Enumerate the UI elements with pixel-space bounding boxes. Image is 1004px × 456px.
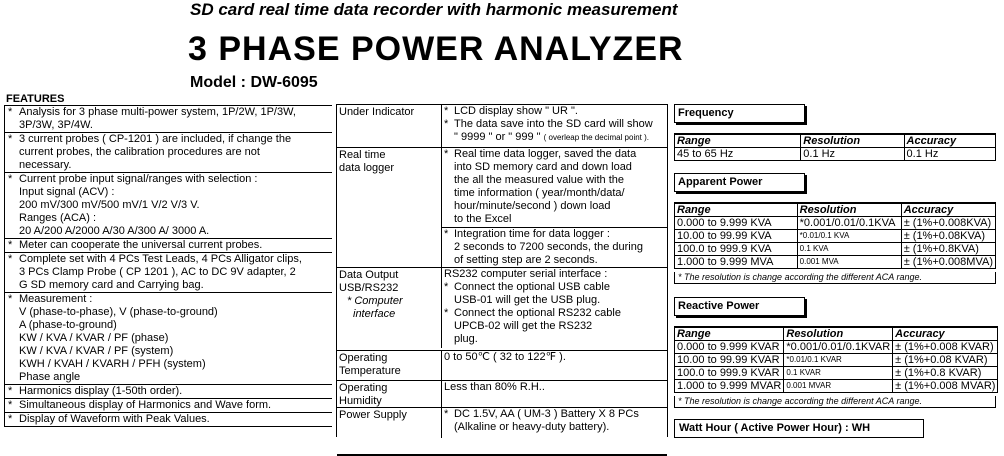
spec-bullet: * LCD display show " UR ". (444, 105, 578, 117)
spec-bullet: * Integration time for data logger : 2 seconds to 7200 seconds, the during of setting step are 2 seconds. (442, 227, 668, 267)
table-cell: 0.001 MVAR (784, 380, 893, 393)
feature-item: * Current probe input signal/ranges with selection : Input signal (ACV) : 200 mV/300 mV/500 mV/1 V/2 V/3 V. Ranges (ACA) : 20 A/200 A/2000 A/30 A/300 A/ 3000 A. (4, 173, 332, 239)
table-cell: 1.000 to 9.999 MVAR (675, 380, 784, 393)
table-row (675, 354, 998, 367)
column-header: Resolution (784, 327, 893, 341)
reactive-power-table (674, 326, 998, 393)
spec-bullet: * Real time data logger, saved the data into SD memory card and down load the all the measured value with the time information ( year/month/data/ hour/minute/second ) down load to the Excel (444, 148, 637, 225)
table-cell: ± (1%+0.8KVA) (901, 243, 995, 256)
spec-label: Operating Temperature (339, 352, 401, 377)
spec-row-op-humidity (337, 380, 667, 408)
column-header: Accuracy (904, 134, 995, 148)
table-cell: 0.001 MVA (797, 256, 901, 269)
feature-item: * 3 current probes ( CP-1201 ) are included, if change the current probes, the calibration procedures are not necessary. (4, 133, 332, 173)
spec-value: 0 to 50℃ ( 32 to 122℉ ). (441, 351, 670, 380)
spec-row-under-indicator (337, 104, 667, 147)
spec-row-op-temp (337, 350, 667, 380)
table-cell: 1.000 to 9.999 MVA (675, 256, 798, 269)
table-cell: ± (1%+0.08 KVAR) (893, 354, 998, 367)
doc-title: 3 PHASE POWER ANALYZER (188, 30, 684, 68)
feature-item: * Measurement : V (phase-to-phase), V (phase-to-ground) A (phase-to-ground) KW / KVA / KVAR / PF (phase) KW / KVA / KVAR / PF (system) KWH / KVAH / KVARH / PFH (system) Phase angle (4, 293, 332, 385)
table-cell: *0.001/0.01/0.1KVAR (784, 341, 893, 354)
table-cell: ± (1%+0.008MVA) (901, 256, 995, 269)
column-header: Range (675, 327, 784, 341)
table-row (675, 341, 998, 354)
spec-label: Power Supply (339, 409, 407, 421)
table-row (675, 217, 996, 230)
table-cell: 100.0 to 999.9 KVAR (675, 367, 784, 380)
spec-value (441, 408, 668, 438)
reactive-power-note: * The resolution is change according the different ACA range. (674, 396, 996, 408)
table-cell: *0.01/0.1 KVAR (784, 354, 893, 367)
table-row (675, 230, 996, 243)
table-cell: ± (1%+0.08KVA) (901, 230, 995, 243)
feature-item: * Complete set with 4 PCs Test Leads, 4 PCs Alligator clips, 3 PCs Clamp Probe ( CP 1201 ), AC to DC 9V adapter, 2 G SD memory card and Carrying bag. (4, 253, 332, 293)
feature-item: * Harmonics display (1-50th order). (4, 385, 332, 399)
spec-value: RS232 computer serial interface : * Connect the optional USB cable USB-01 will get the USB plug. * Connect the optional RS232 cable UPCB-02 will get the RS232 plug. (441, 268, 668, 348)
features-list (4, 105, 332, 427)
table-row (675, 380, 998, 393)
table-cell: ± (1%+0.008 MVAR) (893, 380, 998, 393)
table-cell: 0.000 to 9.999 KVA (675, 217, 798, 230)
spec-label: Data Output USB/RS232 * Computer interface (339, 269, 403, 320)
doc-subtitle: SD card real time data recorder with harmonic measurement (190, 0, 678, 19)
spec-label: Under Indicator (339, 106, 415, 118)
table-row (675, 367, 998, 380)
feature-item: * Analysis for 3 phase multi-power system, 1P/2W, 1P/3W, 3P/3W, 3P/4W. (4, 106, 332, 133)
spec-value (441, 148, 668, 268)
apparent-power-note: * The resolution is change according the different ACA range. (674, 272, 996, 284)
spec-value (441, 105, 668, 147)
spec-label: Operating Humidity (339, 382, 388, 407)
section-title-frequency: Frequency (674, 104, 805, 123)
table-cell: *0.001/0.01/0.1KVA (797, 217, 901, 230)
column-header: Resolution (801, 134, 904, 148)
column-header: Resolution (797, 203, 901, 217)
column-header: Accuracy (901, 203, 995, 217)
table-cell: 45 to 65 Hz (675, 148, 801, 161)
table-row (675, 256, 996, 269)
table-cell: 10.00 to 99.99 KVA (675, 230, 798, 243)
table-cell: 0.1 KVA (797, 243, 901, 256)
section-title-watt-hour: Watt Hour ( Active Power Hour) : WH (674, 419, 924, 438)
table-cell: 0.000 to 9.999 KVAR (675, 341, 784, 354)
spec-label: Real time data logger (339, 149, 395, 174)
table-cell: *0.01/0.1 KVA (797, 230, 901, 243)
section-title-reactive-power: Reactive Power (674, 297, 805, 316)
spec-bullet: * Connect the optional USB cable USB-01 will get the USB plug. (444, 281, 610, 306)
features-heading: FEATURES (6, 93, 65, 105)
table-cell: 100.0 to 999.9 KVA (675, 243, 798, 256)
table-cell: 0.1 Hz (904, 148, 995, 161)
feature-item: * Meter can cooperate the universal current probes. (4, 239, 332, 253)
apparent-power-table (674, 202, 996, 269)
unused (337, 454, 667, 455)
table-row (675, 243, 996, 256)
section-title-apparent-power: Apparent Power (674, 173, 805, 192)
spec-bullet: * Connect the optional RS232 cable UPCB-02 will get the RS232 plug. (444, 307, 621, 345)
spec-row-power-supply (337, 407, 667, 438)
feature-item: * Simultaneous display of Harmonics and Wave form. (4, 399, 332, 413)
spec-value: Less than 80% R.H.. (441, 381, 670, 408)
table-row (675, 148, 996, 161)
model-number: Model : DW-6095 (190, 74, 318, 91)
column-header: Range (675, 134, 801, 148)
table-cell: ± (1%+0.8 KVAR) (893, 367, 998, 380)
frequency-table (674, 133, 996, 161)
spec-row-data-output (337, 267, 667, 348)
spec-bullet: * The data save into the SD card will show " 9999 " or " 999 " ( overleap the decimal point ). (444, 118, 653, 143)
table-cell: 0.1 Hz (801, 148, 904, 161)
table-cell: 0.1 KVAR (784, 367, 893, 380)
column-header: Range (675, 203, 798, 217)
column-header: Accuracy (893, 327, 998, 341)
table-cell: ± (1%+0.008KVA) (901, 217, 995, 230)
feature-item: * Display of Waveform with Peak Values. (4, 413, 332, 427)
spec-table (336, 104, 668, 437)
spec-bullet: * DC 1.5V, AA ( UM-3 ) Battery X 8 PCs (Alkaline or heavy-duty battery). (444, 408, 639, 433)
table-cell: 10.00 to 99.99 KVAR (675, 354, 784, 367)
table-cell: ± (1%+0.008 KVAR) (893, 341, 998, 354)
spec-row-data-logger (337, 147, 667, 268)
